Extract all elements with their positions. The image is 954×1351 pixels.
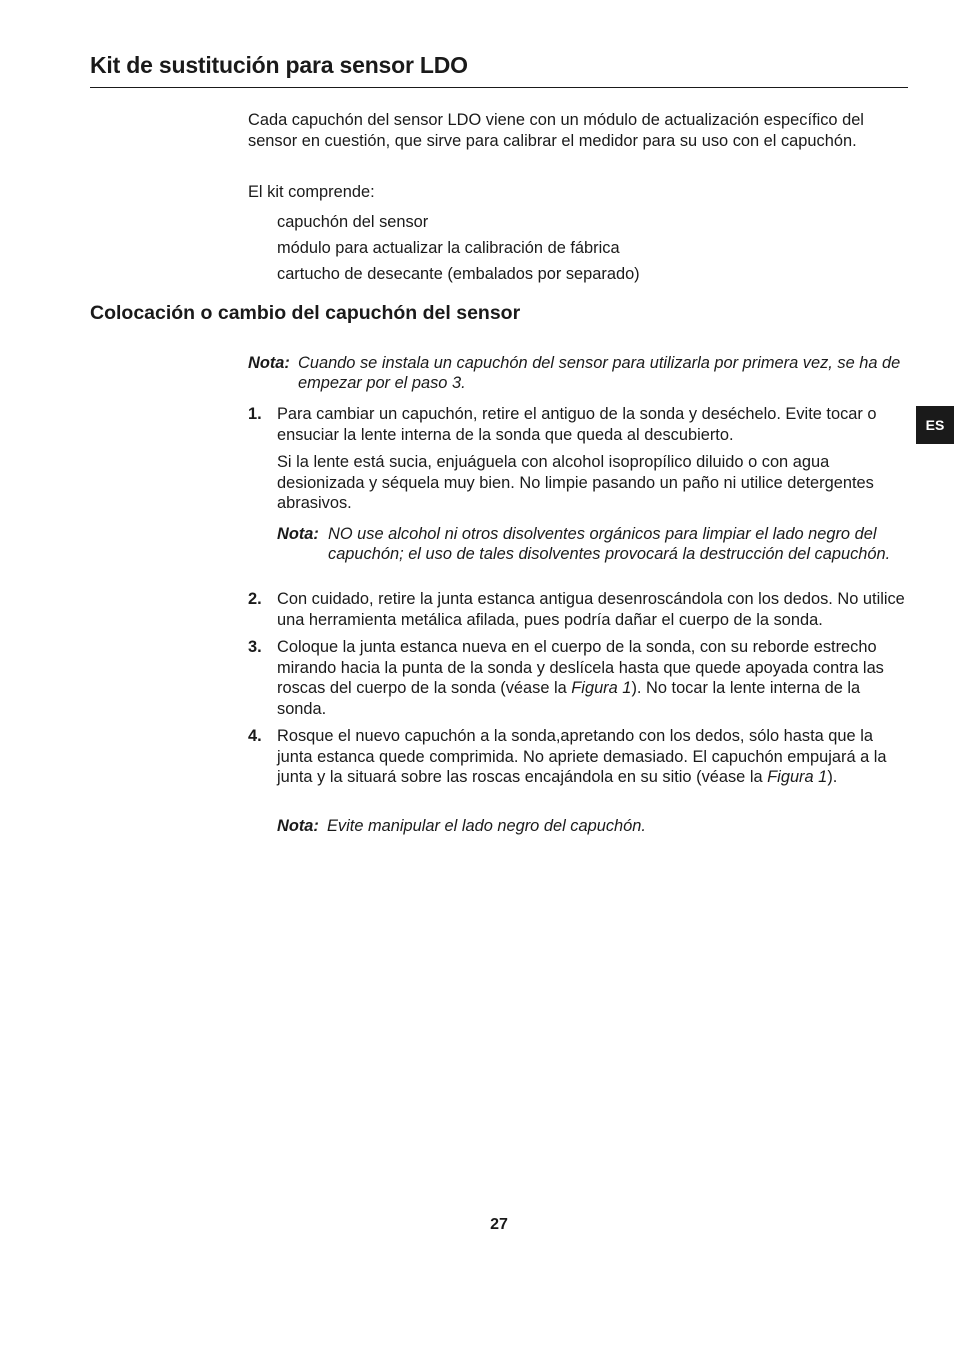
step-2 (248, 589, 908, 630)
step-number: 1. (248, 405, 262, 423)
step-1 (248, 404, 908, 445)
kit-item: capuchón del sensor (277, 213, 429, 231)
step-text-part: ). (827, 768, 838, 786)
step-text: Para cambiar un capuchón, retire el antiguo de la sonda y deséchelo. Evite tocar o ensuciar la lente interna de la sonda que queda al descubierto. (277, 405, 877, 444)
page-title: Kit de sustitución para sensor LDO (90, 52, 468, 78)
intro-text: Cada capuchón del sensor LDO viene con un módulo de actualización específico del sensor en cuestión, que sirve para calibrar el medidor para su uso con el capuchón. (248, 111, 864, 150)
note-text: Evite manipular el lado negro del capuchón. (327, 817, 646, 835)
note-text: NO use alcohol ni otros disolventes orgánicos para limpiar el lado negro del capuchón; el uso de tales disolventes provocará la destrucción del capuchón. (328, 525, 891, 563)
step-number: 2. (248, 590, 262, 608)
step-1-note (277, 524, 908, 564)
note-label: Nota: (248, 354, 290, 372)
step-4 (248, 726, 908, 788)
step-3 (248, 637, 908, 719)
step-text-part: Coloque la junta estanca nueva en el cuerpo de la sonda, con su reborde estrecho mirando hacia la punta de la sonda y deslícela hasta que quede apoyada contra las roscas del cuerpo de la sonda (véase la (277, 638, 884, 697)
step-number: 3. (248, 638, 262, 656)
section-title: Colocación o cambio del capuchón del sensor (90, 302, 521, 324)
step-text-part: Rosque el nuevo capuchón a la sonda,apretando con los dedos, sólo hasta que la junta estanca quede comprimida. No apriete demasiado. El capuchón empujará a la junta y la situará sobre las roscas encajándola en su sitio (véase la (277, 727, 887, 786)
note-intro (248, 353, 908, 393)
step-1-extra: Si la lente está sucia, enjuáguela con alcohol isopropílico diluido o con agua desionizada y séquela muy bien. No limpie pasando un paño ni utilice detergentes abrasivos. (277, 453, 874, 512)
step-number: 4. (248, 727, 262, 745)
kit-item: módulo para actualizar la calibración de fábrica (277, 239, 620, 257)
title-divider (90, 87, 908, 88)
language-tab: ES (916, 406, 954, 444)
figure-reference: Figura 1 (571, 679, 632, 697)
step-text: Con cuidado, retire la junta estanca antigua desenroscándola con los dedos. No utilice una herramienta metálica afilada, pues podría dañar el cuerpo de la sonda. (277, 590, 905, 629)
note-label: Nota: (277, 817, 319, 835)
kit-label: El kit comprende: (248, 183, 375, 201)
page-number: 27 (490, 1216, 508, 1233)
step-text-part: ). No tocar la lente interna de la sonda. (277, 679, 861, 718)
step-4-note (277, 816, 908, 836)
step-text (277, 726, 908, 788)
intro-paragraph (248, 110, 908, 151)
note-text: Cuando se instala un capuchón del sensor para utilizarla por primera vez, se ha de empezar por el paso 3. (298, 354, 901, 392)
figure-reference: Figura 1 (767, 768, 828, 786)
step-text (277, 637, 908, 719)
kit-item: cartucho de desecante (embalados por separado) (277, 265, 640, 283)
note-label: Nota: (277, 525, 319, 543)
